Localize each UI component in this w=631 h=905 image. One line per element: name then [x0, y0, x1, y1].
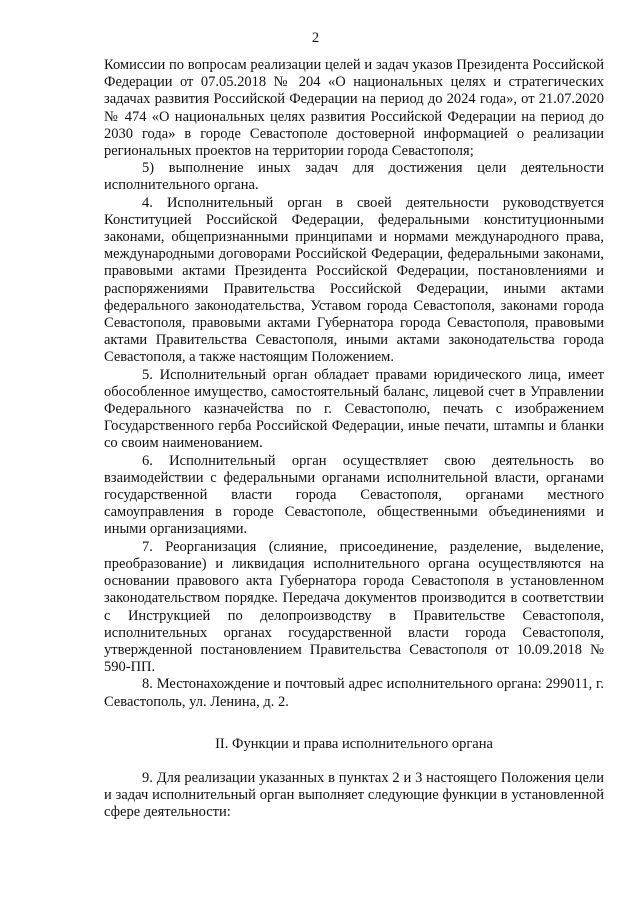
- paragraph-item-5-subpoint: 5) выполнение иных задач для достижения цели деятельности исполнительного органа.: [104, 160, 604, 194]
- paragraph-8: 8. Местонахождение и почтовый адрес исполнительного органа: 299011, г. Севастополь, ул. Ленина, д. 2.: [104, 676, 604, 710]
- paragraph-continuation: Комиссии по вопросам реализации целей и задач указов Президента Российской Федерации от 07.05.2018 № 204 «О национальных целях и стратегических задачах развития Российской Федерации на период до 2024 года», от 21.07.2020 № 474 «О национальных целях развития Российской Федерации на период до 2030 года» в городе Севастополе достоверной информацией о реализации региональных проектов на территории города Севастополя;: [104, 57, 604, 160]
- paragraph-4: 4. Исполнительный орган в своей деятельности руководствуется Конституцией Российской Федерации, федеральными конституционными законами, общепризнанными принципами и нормами международного права, международными договорами Российской Федерации, федеральными законами, правовыми актами Президента Российской Федерации, постановлениями и распоряжениями Правительства Российской Федерации, иными актами федерального законодательства, Уставом города Севастополя, законами города Севастополя, правовыми актами Губернатора города Севастополя, правовыми актами Правительства Севастополя, иными актами законодательства города Севастополя, а также настоящим Положением.: [104, 194, 604, 366]
- section-heading: II. Функции и права исполнительного органа: [215, 735, 493, 752]
- page-number: 2: [311, 30, 320, 46]
- paragraph-7: 7. Реорганизация (слияние, присоединение, разделение, выделение, преобразование) и ликвидация исполнительного органа осуществляются на основании правового акта Губернатора города Севастополя в установленном законодательством порядке. Передача документов производится в соответствии с Инструкцией по делопроизводству в Правительстве Севастополя, исполнительных органах государственной власти города Севастополя, утвержденной постановлением Правительства Севастополя от 10.09.2018 № 590-ПП.: [104, 538, 604, 676]
- paragraph-5: 5. Исполнительный орган обладает правами юридического лица, имеет обособленное имущество, самостоятельный баланс, лицевой счет в Управлении Федерального казначейства по г. Севастополю, печать с изображением Государственного герба Российской Федерации, иные печати, штампы и бланки со своим наименованием.: [104, 366, 604, 452]
- document-body: [104, 57, 604, 822]
- paragraph-9: 9. Для реализации указанных в пунктах 2 и 3 настоящего Положения цели и задач исполнительный орган выполняет следующие функции в установленной сфере деятельности:: [104, 769, 604, 821]
- paragraph-6: 6. Исполнительный орган осуществляет свою деятельность во взаимодействии с федеральными органами исполнительной власти, органами государственной власти города Севастополя, органами местного самоуправления в городе Севастополе, общественными объединениями и иными организациями.: [104, 452, 604, 538]
